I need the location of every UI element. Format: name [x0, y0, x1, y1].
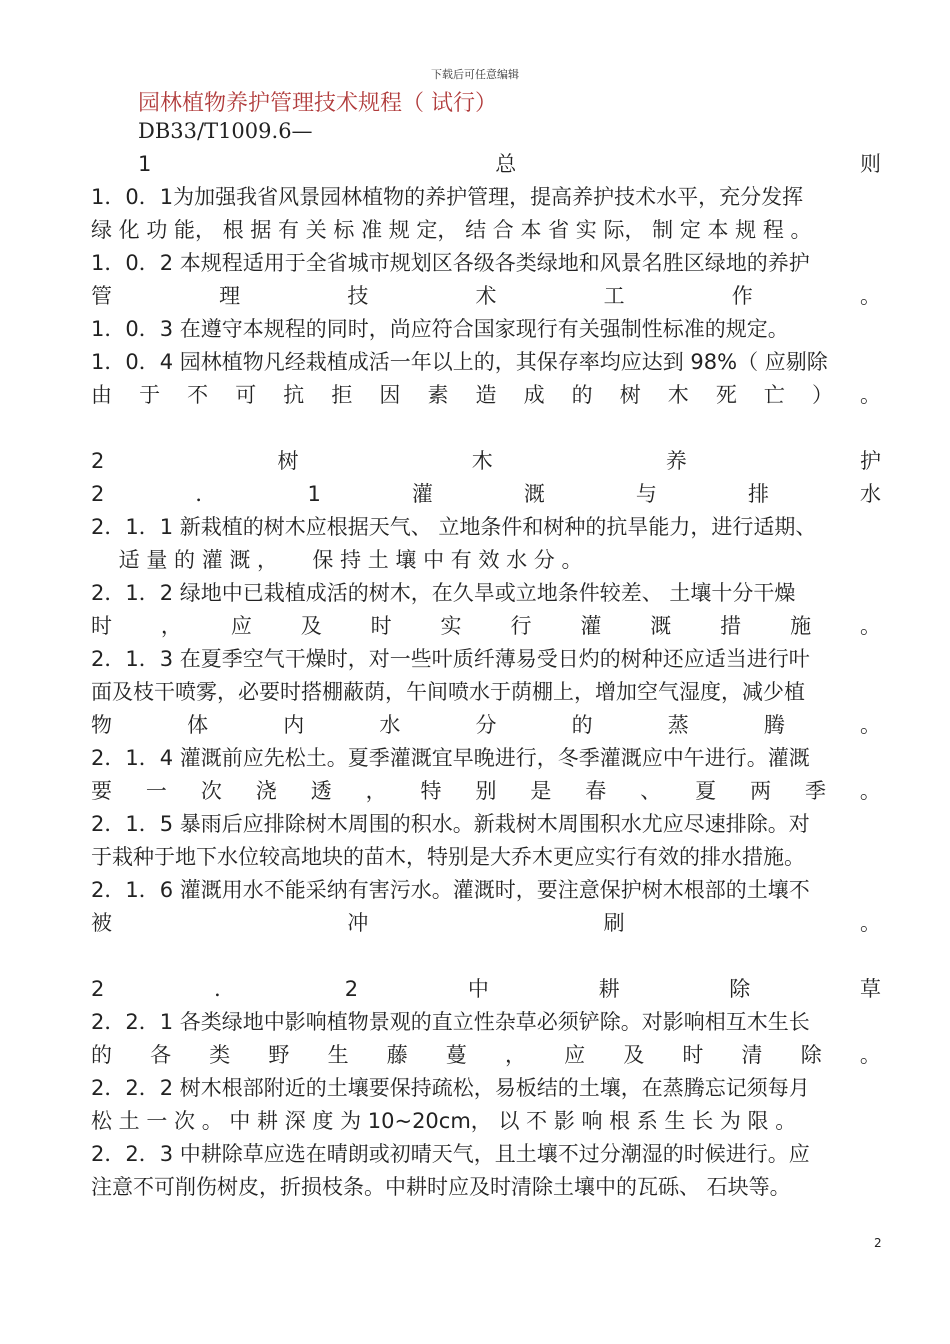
text-token: 是 — [530, 779, 552, 803]
text-token: 水 — [859, 482, 881, 506]
text-token: 作 — [731, 284, 753, 308]
text-token: 次 — [200, 779, 222, 803]
text-line: 适 量 的 灌 溉 ， 保 持 土 壤 中 有 效 水 分 。 — [91, 548, 583, 572]
text-token: 及 — [623, 1043, 645, 1067]
text-token: 溉 — [650, 614, 672, 638]
text-line — [138, 148, 881, 181]
text-line: 2．2．1 各类绿地中影响植物景观的直立性杂草必须铲除。对影响相互木生长 — [91, 1010, 810, 1034]
text-token: 死 — [715, 383, 737, 407]
text-token: ， — [365, 779, 387, 803]
text-token: 行 — [510, 614, 532, 638]
text-token: 。 — [859, 911, 881, 935]
text-token: 施 — [790, 614, 812, 638]
text-token: ， — [160, 614, 182, 638]
text-token: 于 — [139, 383, 161, 407]
text-token: 时 — [370, 614, 392, 638]
text-line — [91, 940, 881, 973]
text-token: 刷 — [603, 911, 625, 935]
text-token: 可 — [235, 383, 257, 407]
text-token: 水 — [379, 713, 401, 737]
text-token: 中 — [467, 977, 489, 1001]
text-token: 、 — [640, 779, 662, 803]
text-line — [91, 907, 881, 940]
text-token: 内 — [283, 713, 305, 737]
text-token: 耕 — [598, 977, 620, 1001]
text-line — [91, 610, 881, 643]
text-token: 时 — [91, 614, 112, 638]
text-token: ， — [504, 1043, 526, 1067]
text-line: 面及枝干喷雾，必要时搭棚蔽荫，午间喷水于荫棚上，增加空气湿度，减少植 — [91, 680, 805, 704]
text-token: 各 — [150, 1043, 172, 1067]
text-line: 2．1．1 新栽植的树木应根据天气、 立地条件和树种的抗旱能力，进行适期、 — [91, 515, 817, 539]
text-line: 注意不可削伤树皮，折损枝条。中耕时应及时清除土壤中的瓦砾、 石块等。 — [91, 1175, 791, 1199]
text-token: 树 — [277, 449, 299, 473]
text-token: 亡 — [763, 383, 785, 407]
text-token: ） — [811, 383, 833, 407]
text-line — [91, 973, 881, 1006]
standard-code: DB33/T1009.6— — [138, 119, 313, 143]
text-token: 春 — [585, 779, 607, 803]
text-token: ． — [214, 977, 236, 1001]
text-line — [91, 709, 881, 742]
text-line — [91, 775, 881, 808]
text-line — [91, 379, 881, 412]
text-token: 护 — [860, 449, 881, 473]
text-line: 2．1．3 在夏季空气干燥时，对一些叶质纤薄易受日灼的树种还应适当进行叶 — [91, 647, 810, 671]
text-token: 野 — [268, 1043, 290, 1067]
text-token: 由 — [91, 383, 112, 407]
text-token: 管 — [91, 284, 112, 308]
text-token: 。 — [859, 614, 881, 638]
text-token: 树 — [619, 383, 641, 407]
text-token: 草 — [859, 977, 881, 1001]
text-token: 成 — [523, 383, 545, 407]
text-token: 1 — [138, 152, 152, 176]
text-token: 灌 — [580, 614, 602, 638]
text-token: 季 — [804, 779, 826, 803]
text-line: 于栽种于地下水位较高地块的苗木，特别是大乔木更应实行有效的排水措施。 — [91, 845, 805, 869]
text-token: 要 — [91, 779, 112, 803]
document-title: 园林植物养护管理技术规程（ 试行） — [138, 91, 497, 116]
text-line — [91, 478, 881, 511]
text-token: 透 — [310, 779, 332, 803]
text-token: 体 — [187, 713, 209, 737]
text-token: 物 — [91, 713, 112, 737]
text-line: 松 土 一 次 。 中 耕 深 度 为 10~20cm， 以 不 影 响 根 系 生 长 为 限 。 — [91, 1109, 797, 1133]
text-token: 术 — [475, 284, 497, 308]
text-token: 理 — [219, 284, 241, 308]
text-token: 。 — [859, 284, 881, 308]
text-token: 除 — [800, 1043, 822, 1067]
text-token: 时 — [682, 1043, 704, 1067]
text-token: 木 — [471, 449, 493, 473]
text-token: 生 — [327, 1043, 349, 1067]
text-token: ． — [195, 482, 217, 506]
text-token: 措 — [720, 614, 742, 638]
text-token: 除 — [729, 977, 751, 1001]
text-token: 则 — [860, 152, 881, 176]
text-token: 夏 — [695, 779, 717, 803]
text-token: 1 — [307, 482, 321, 506]
text-token: 拒 — [331, 383, 353, 407]
page-number: 2 — [874, 1236, 882, 1250]
text-token: 与 — [635, 482, 657, 506]
text-token: 一 — [145, 779, 167, 803]
text-token: 2 — [91, 482, 105, 506]
text-token: 排 — [747, 482, 769, 506]
text-line: 2．2．2 树木根部附近的土壤要保持疏松，易板结的土壤，在蒸腾忘记须每月 — [91, 1076, 810, 1100]
text-line: 1．0．2 本规程适用于全省城市规划区各级各类绿地和风景名胜区绿地的养护 — [91, 251, 810, 275]
text-token: 及 — [300, 614, 322, 638]
text-line — [91, 1039, 881, 1072]
text-token: 的 — [571, 713, 593, 737]
text-line — [91, 412, 881, 445]
text-line: 2．1．6 灌溉用水不能采纳有害污水。灌溉时，要注意保护树木根部的土壤不 — [91, 878, 810, 902]
text-line: 绿 化 功 能， 根 据 有 关 标 准 规 定， 结 合 本 省 实 际， 制 定 本 规 程 。 — [91, 218, 812, 242]
text-token: 造 — [475, 383, 497, 407]
text-token: 的 — [571, 383, 593, 407]
text-line: 1．0．4 园林植物凡经栽植成活一年以上的，其保存率均应达到 98%（ 应剔除 — [91, 350, 828, 374]
text-token: 。 — [860, 713, 881, 737]
text-token: 。 — [859, 1043, 881, 1067]
text-token: 应 — [230, 614, 252, 638]
text-token: 素 — [427, 383, 449, 407]
text-token: 实 — [440, 614, 462, 638]
text-line: 2．2．3 中耕除草应选在晴朗或初晴天气，且土壤不过分潮湿的时候进行。应 — [91, 1142, 810, 1166]
text-token: 2 — [91, 977, 105, 1001]
text-token: 因 — [379, 383, 401, 407]
text-token: 浇 — [255, 779, 277, 803]
text-token: 两 — [750, 779, 772, 803]
text-token: 抗 — [283, 383, 305, 407]
text-line: 1．0．3 在遵守本规程的同时，尚应符合国家现行有关强制性标准的规定。 — [91, 317, 789, 341]
text-line — [91, 280, 881, 313]
text-token: 养 — [665, 449, 687, 473]
text-token: 清 — [741, 1043, 763, 1067]
text-token: 溉 — [523, 482, 545, 506]
text-token: 腾 — [763, 713, 785, 737]
text-token: 冲 — [347, 911, 369, 935]
text-token: 蒸 — [667, 713, 689, 737]
text-token: 特 — [420, 779, 442, 803]
text-line: 2．1．5 暴雨后应排除树木周围的积水。新栽树木周围积水尤应尽速排除。对 — [91, 812, 810, 836]
text-token: 。 — [859, 779, 881, 803]
text-token: 工 — [603, 284, 625, 308]
header-note: 下载后可任意编辑 — [431, 68, 519, 81]
text-line: 2．1．4 灌溉前应先松土。夏季灌溉宜早晚进行，冬季灌溉应中午进行。灌溉 — [91, 746, 810, 770]
text-token: 2 — [344, 977, 359, 1001]
text-token: 灌 — [411, 482, 433, 506]
text-token: 的 — [91, 1043, 112, 1067]
text-token: 别 — [475, 779, 497, 803]
text-token: 木 — [667, 383, 689, 407]
text-token: 藤 — [386, 1043, 408, 1067]
text-line — [91, 445, 881, 478]
text-token: 。 — [860, 383, 881, 407]
text-token: 应 — [564, 1043, 586, 1067]
text-line: 1．0．1为加强我省风景园林植物的养护管理，提高养护技术水平，充分发挥 — [91, 185, 804, 209]
text-token: 分 — [475, 713, 497, 737]
text-token: 2 — [91, 449, 105, 473]
text-token: 总 — [495, 152, 517, 176]
text-token: 蔓 — [445, 1043, 467, 1067]
text-token: 类 — [209, 1043, 231, 1067]
text-line: 2．1．2 绿地中已栽植成活的树木，在久旱或立地条件较差、 土壤十分干燥 — [91, 581, 796, 605]
text-token: 被 — [91, 911, 112, 935]
text-token: 不 — [187, 383, 209, 407]
text-token: 技 — [347, 284, 369, 308]
